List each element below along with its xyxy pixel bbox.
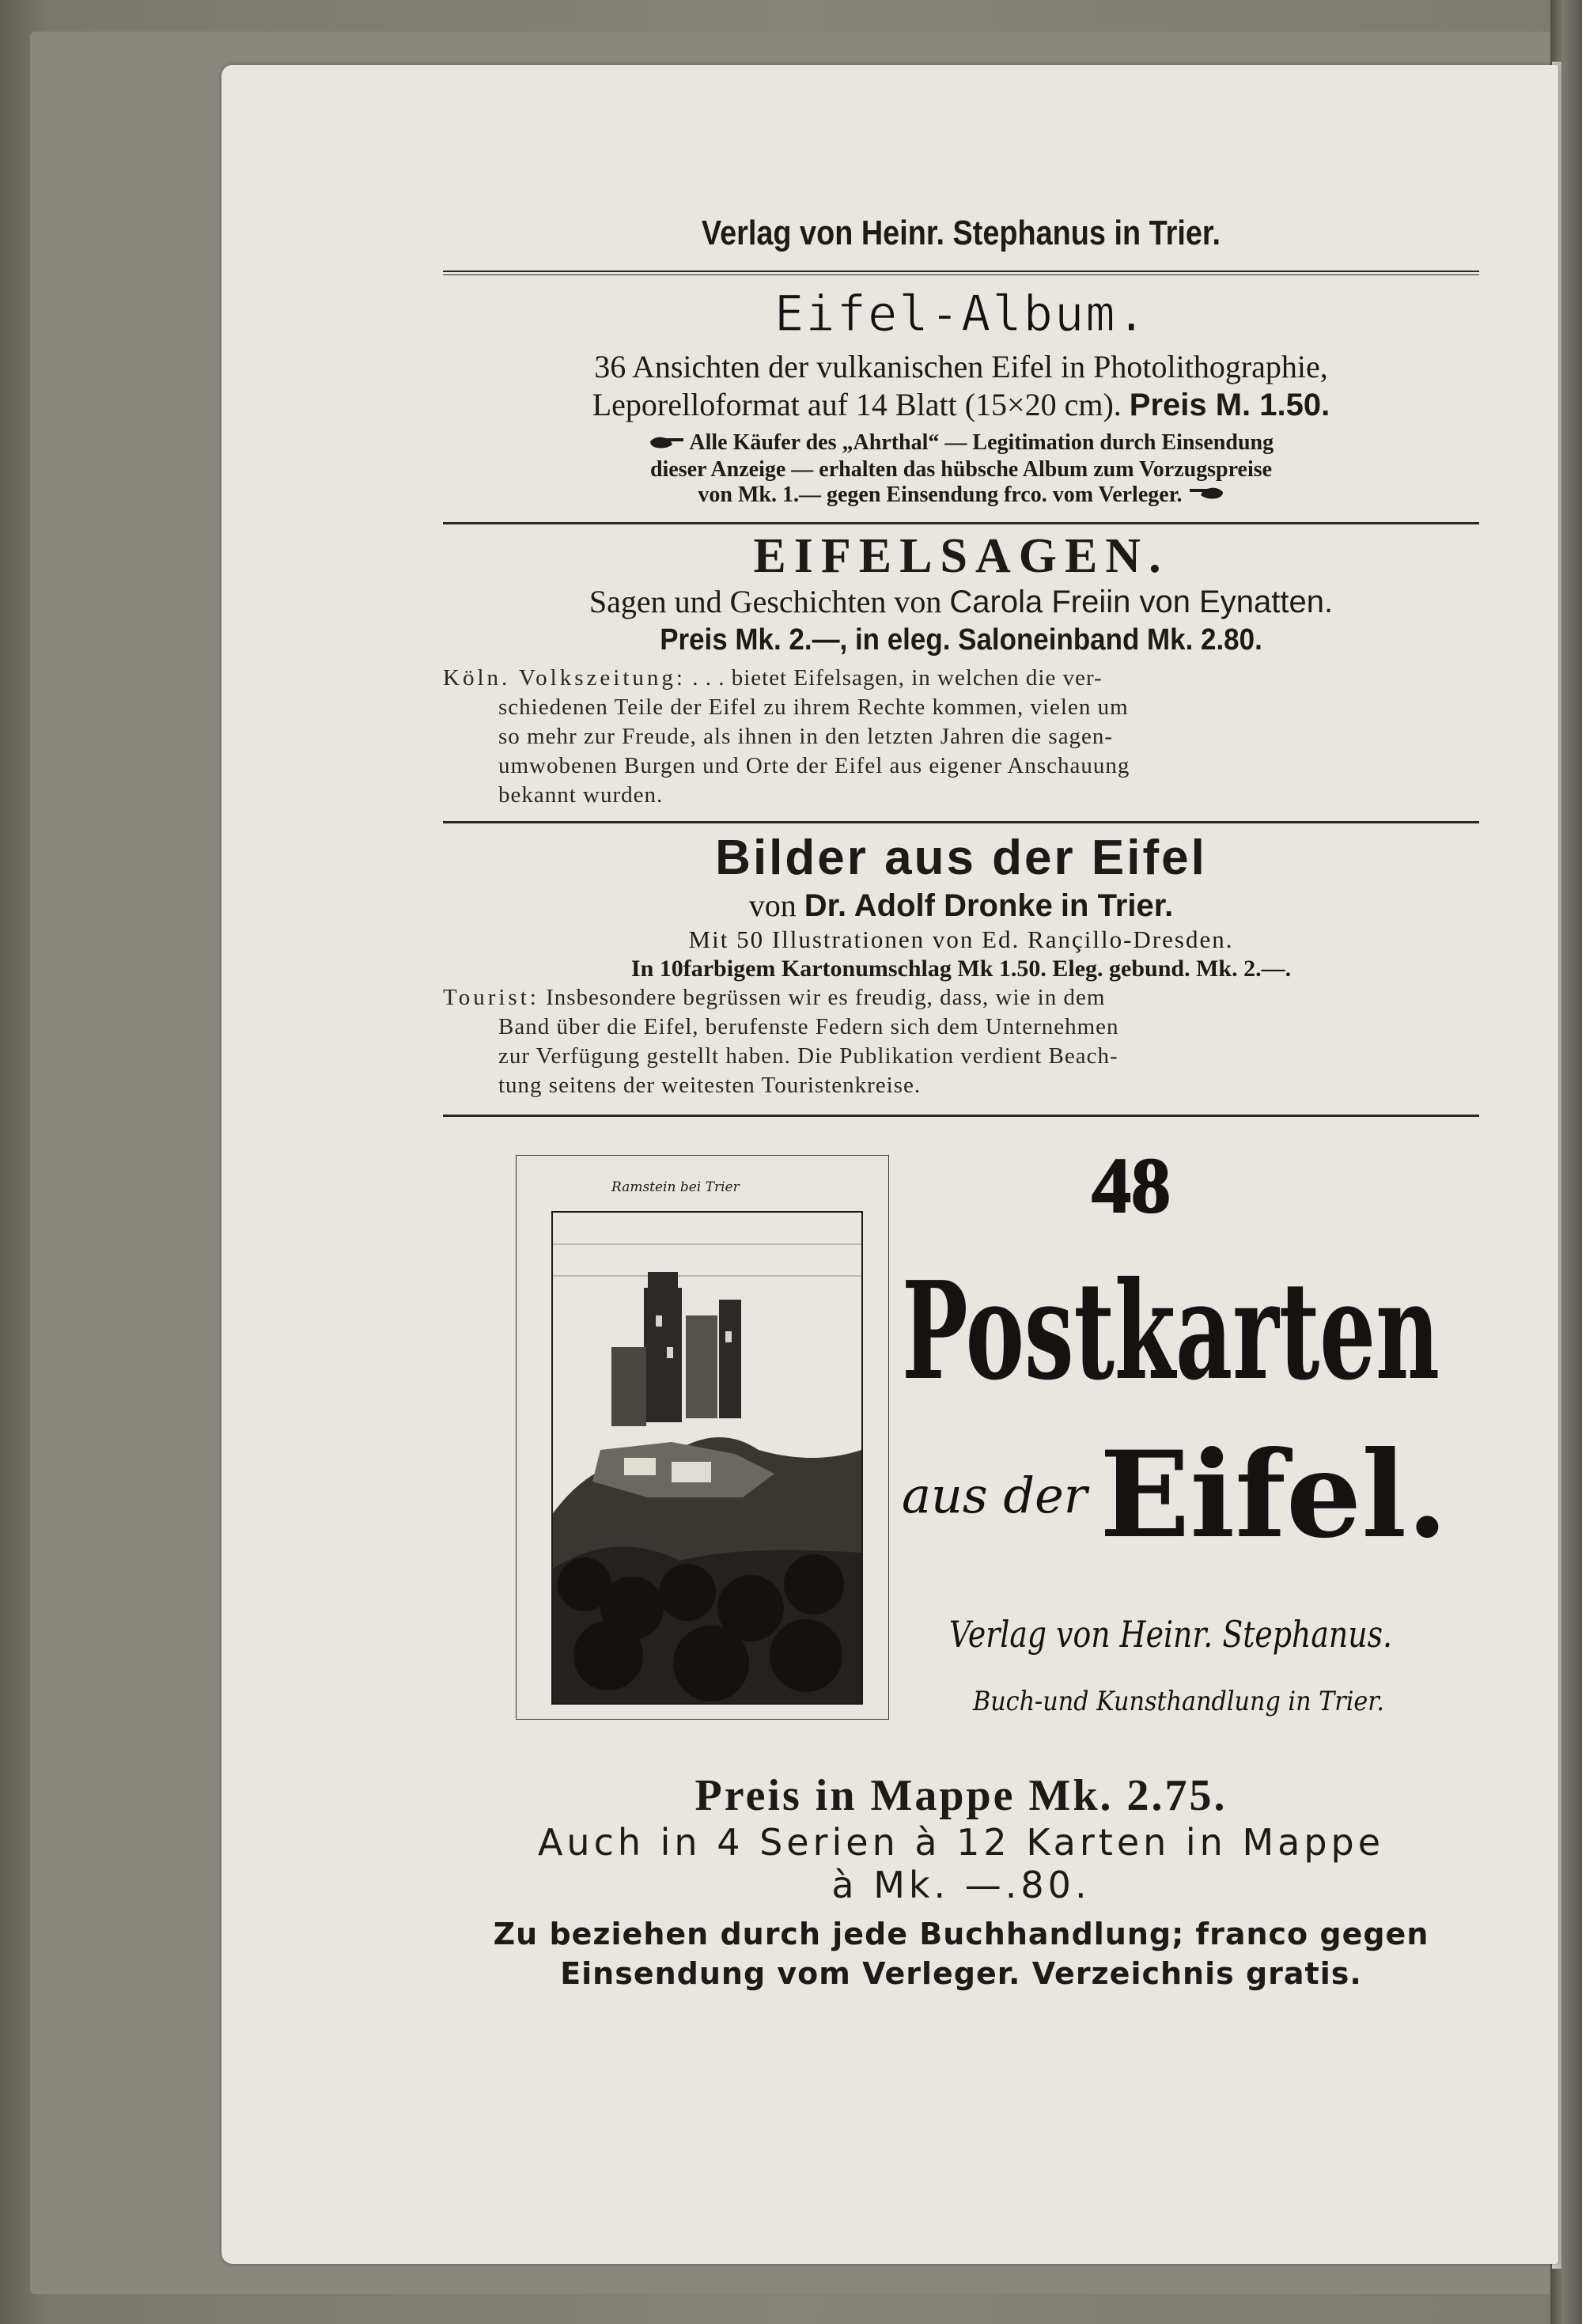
logo-number: 48: [1092, 1141, 1171, 1230]
review-source: Köln. Volkszeitung:: [443, 665, 686, 691]
eifel-album-offer-line2: dieser Anzeige — erhalten das hübsche Album zum Vorzugspreise: [649, 456, 1273, 482]
publisher-header: Verlag von Heinr. Stephanus in Trier.: [701, 214, 1221, 252]
eifelsagen-section: [443, 529, 1479, 810]
pointing-hand-icon: [1188, 483, 1224, 509]
review-line: zur Verfügung gestellt haben. Die Publikation verdient Beach-: [498, 1043, 1118, 1069]
eifel-album-price: Preis M. 1.50.: [1129, 388, 1330, 422]
review-line: umwobenen Burgen und Orte der Eifel aus eigener Anschauung: [498, 753, 1130, 779]
postkarten-section: [443, 1141, 1479, 1758]
review-text: . . . bietet Eifelsagen, in welchen die ver-: [692, 665, 1103, 691]
eifelsagen-price: Preis Mk. 2.—, in eleg. Saloneinband Mk. 2.80.: [660, 623, 1262, 657]
advertisement-page-content: [443, 214, 1479, 1993]
eifel-album-description-line1: 36 Ansichten der vulkanischen Eifel in Photolithographie,: [594, 349, 1328, 384]
eifelsagen-title: EIFELSAGEN.: [753, 529, 1169, 584]
bilder-author-line: [443, 887, 1479, 925]
order-line2: Einsendung vom Verleger. Verzeichnis gratis.: [560, 1956, 1362, 1992]
eifelsagen-review: [443, 664, 1479, 810]
eifel-album-offer-line1: [443, 430, 1479, 457]
divider: [443, 821, 1479, 823]
logo-main-word: Postkarten: [902, 1252, 1440, 1411]
review-line: Band über die Eifel, berufenste Federn sich dem Unternehmen: [498, 1014, 1119, 1040]
eifel-album-offer-line3: [443, 483, 1479, 510]
logo-eifel-word: Eifel.: [1099, 1425, 1448, 1565]
logo-verlag: Verlag von Heinr. Stephanus.: [949, 1613, 1392, 1656]
review-line: tung seitens der weitesten Touristenkreise.: [498, 1073, 922, 1099]
offer-text-3: von Mk. 1.— gegen Einsendung frco. vom Verleger.: [698, 482, 1183, 507]
bilder-author-suffix: in Trier.: [1060, 888, 1174, 924]
bilder-price: In 10farbigem Kartonumschlag Mk 1.50. Eleg. gebund. Mk. 2.—.: [630, 956, 1292, 982]
logo-buchhandlung: Buch-und Kunsthandlung in Trier.: [972, 1686, 1384, 1718]
bilder-author-prefix: von: [748, 888, 797, 924]
eifelsagen-subtitle: [443, 583, 1479, 621]
review-line: [443, 664, 1479, 693]
order-line1: Zu beziehen durch jede Buchhandlung; franco gegen: [493, 1917, 1429, 1952]
bilder-illustrations: Mit 50 Illustrationen von Ed. Rançillo-Dresden.: [688, 925, 1234, 954]
eifel-album-description-line2: [443, 386, 1479, 424]
review-line: so mehr zur Freude, als ihnen in den letzten Jahren die sagen-: [498, 724, 1114, 750]
bilder-review: [443, 983, 1479, 1100]
review-text: Insbesondere begrüssen wir es freudig, dass, wie in dem: [546, 985, 1106, 1011]
eifelsagen-author: Carola Freiin von Eynatten.: [949, 585, 1334, 620]
offer-text-1: Alle Käufer des „Ahrthal“ — Legitimation durch Einsendung: [689, 430, 1274, 455]
review-line: bekannt wurden.: [498, 782, 664, 808]
divider: [443, 1115, 1479, 1117]
postkarten-price: Preis in Mappe Mk. 2.75.: [694, 1771, 1228, 1821]
logo-aus-der: aus der: [902, 1467, 1088, 1525]
divider: [443, 271, 1479, 275]
postkarten-logo: [894, 1141, 1448, 1758]
series-line1: Auch in 4 Serien à 12 Karten in Mappe: [537, 1821, 1385, 1864]
review-line: schiedenen Teile der Eifel zu ihrem Rechte kommen, vielen um: [498, 695, 1129, 721]
castle-illustration: [551, 1211, 863, 1705]
bilder-title: Bilder aus der Eifel: [715, 831, 1207, 886]
postcard-caption: Ramstein bei Trier: [611, 1179, 740, 1196]
sample-postcard: [516, 1155, 889, 1720]
eifel-album-title: Eifel-Album.: [774, 285, 1148, 343]
bilder-author: Dr. Adolf Dronke: [804, 888, 1053, 924]
eifel-album-format: Leporelloformat auf 14 Blatt (15×20 cm).: [592, 387, 1122, 422]
review-source: Tourist:: [443, 985, 539, 1011]
review-line: [443, 983, 1479, 1012]
series-line2: à Mk. —.80.: [831, 1864, 1091, 1907]
eifelsagen-subtitle-prefix: Sagen und Geschichten von: [589, 584, 942, 620]
eifel-album-section: [443, 286, 1479, 509]
divider: [443, 522, 1479, 524]
pointing-hand-icon: [649, 432, 685, 457]
bilder-section: [443, 830, 1479, 1100]
